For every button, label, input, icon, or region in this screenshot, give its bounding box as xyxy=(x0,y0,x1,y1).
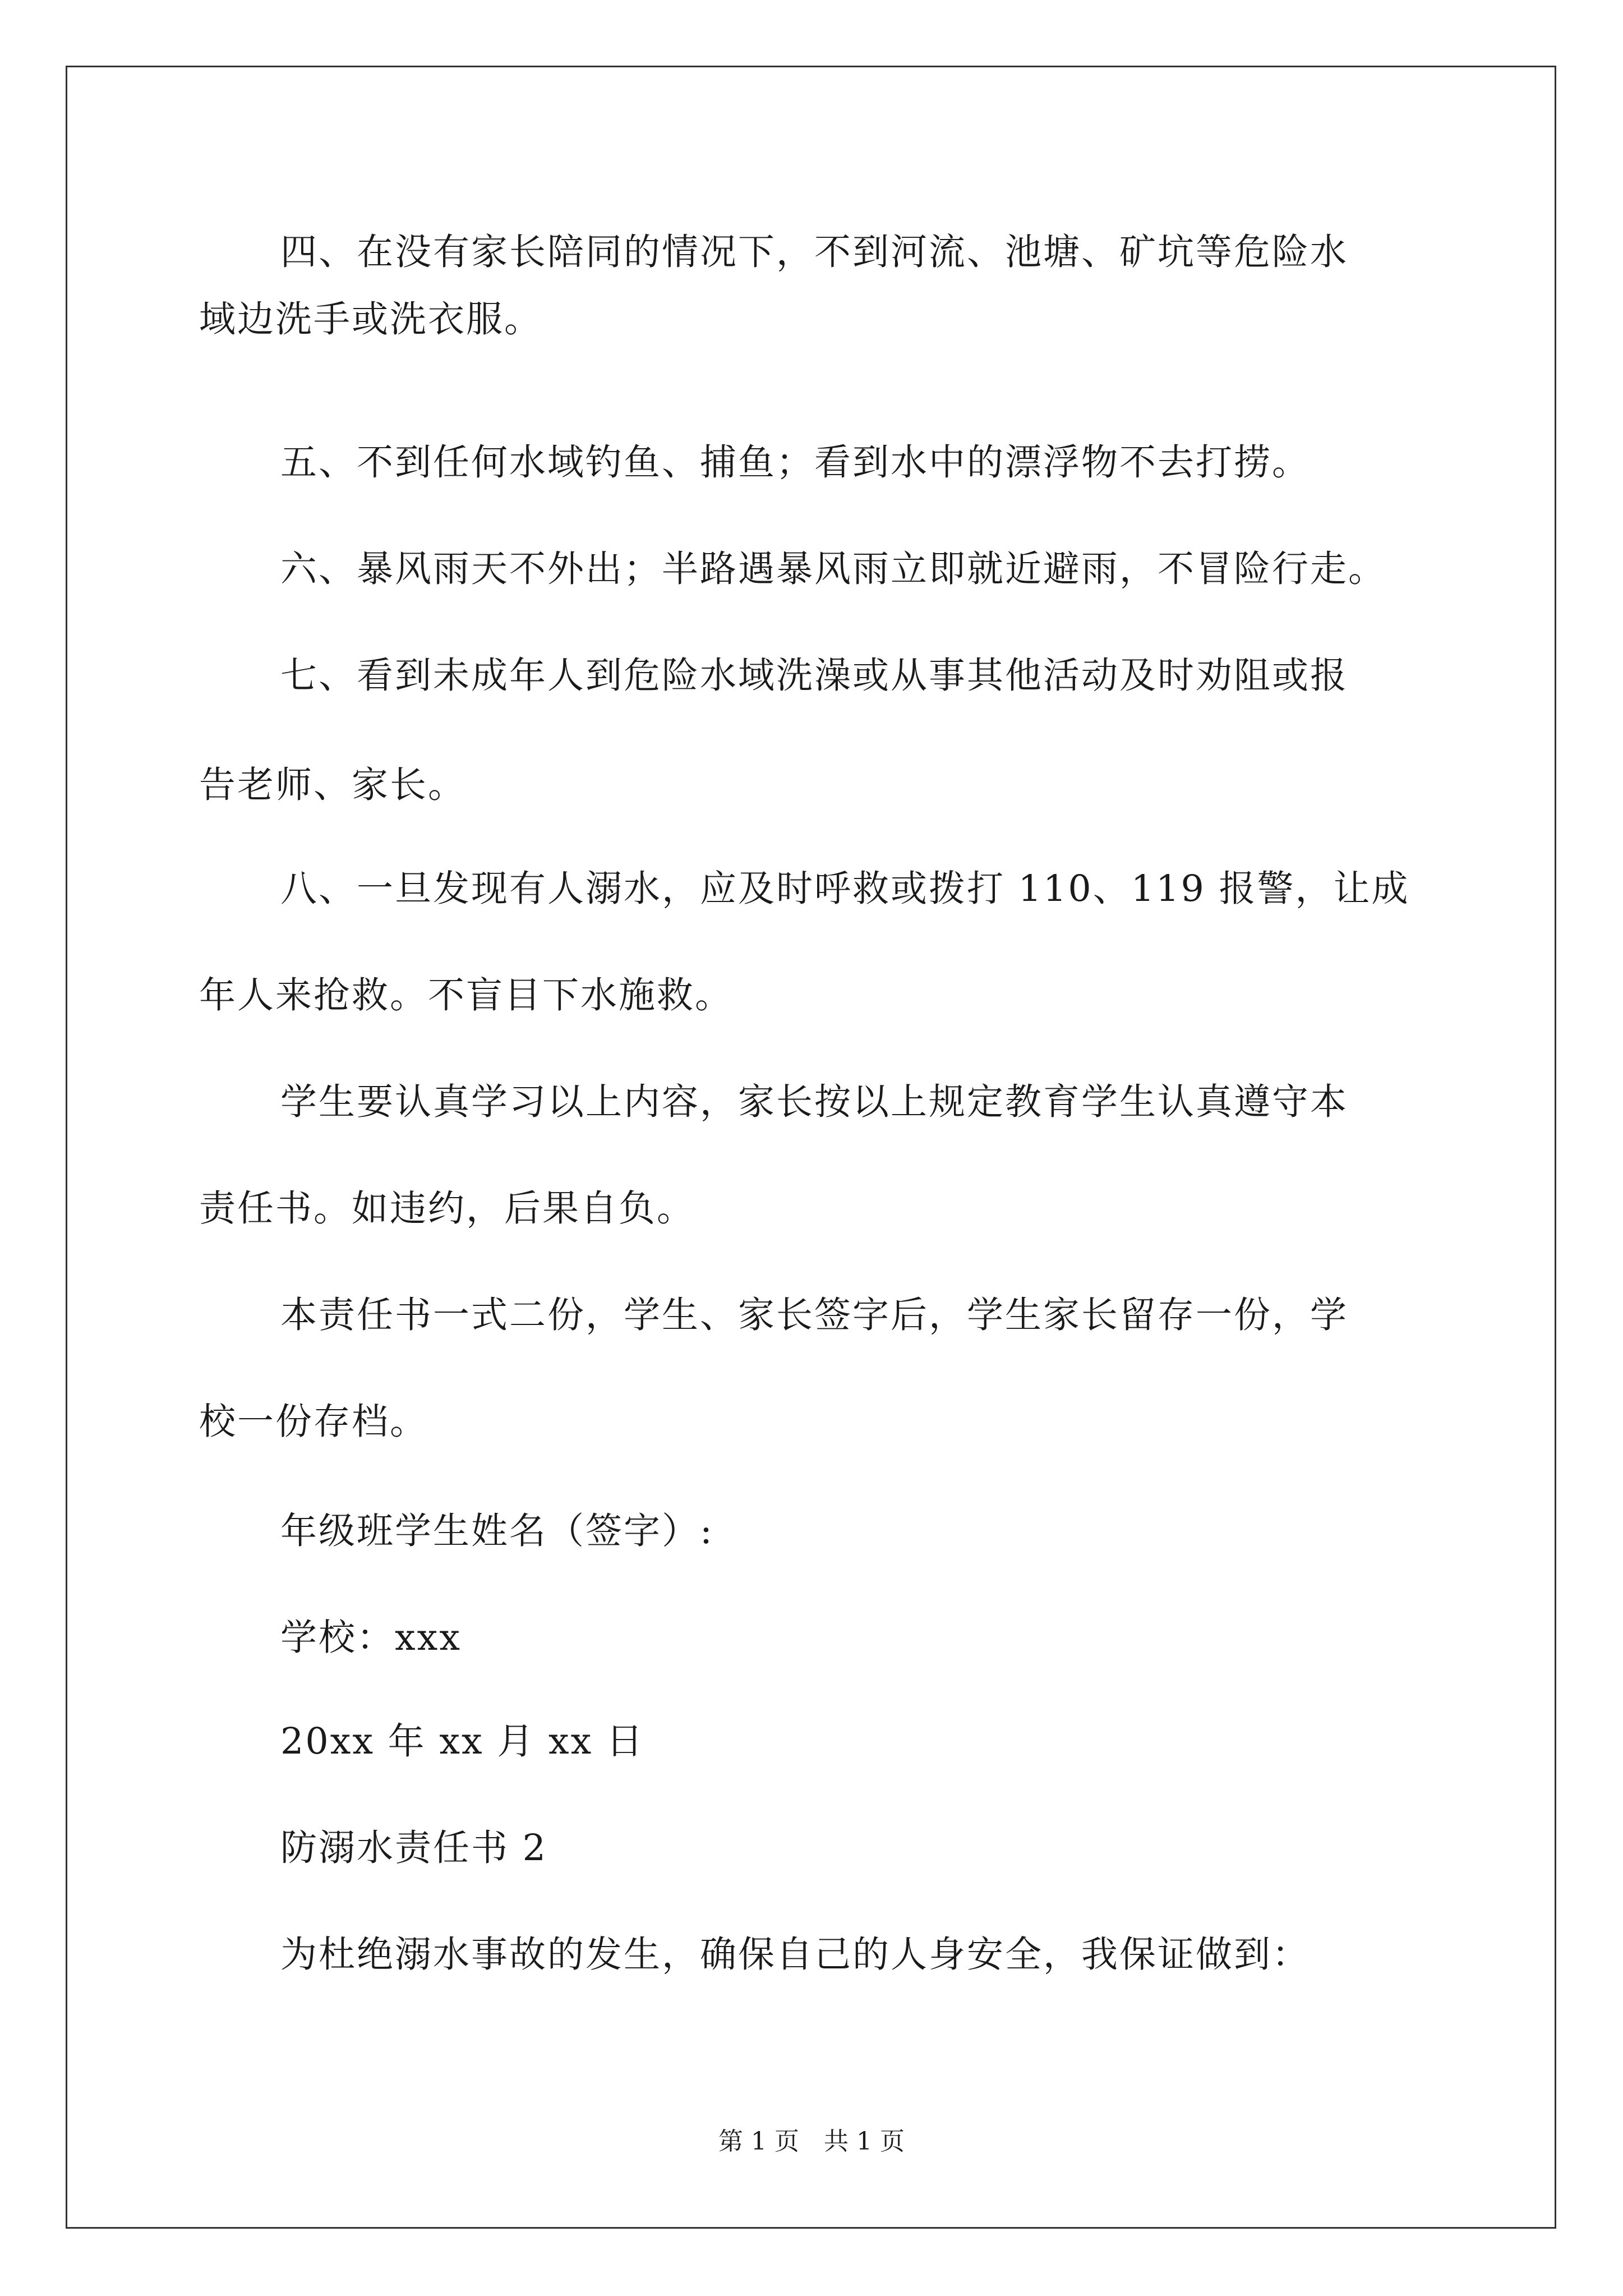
text-line-item-6: 六、暴风雨天不外出；半路遇暴风雨立即就近避雨，不冒险行走。 xyxy=(280,548,1387,590)
signature-field: 年级班学生姓名（签字）: xyxy=(280,1510,714,1552)
text-line-item-7: 七、看到未成年人到危险水域洗澡或从事其他活动及时劝阻或报 xyxy=(280,655,1349,697)
text-line-item-5: 五、不到任何水域钓鱼、捕鱼；看到水中的漂浮物不去打捞。 xyxy=(280,441,1311,484)
section-title: 防溺水责任书 2 xyxy=(280,1827,548,1869)
page-border xyxy=(66,66,1556,2229)
text-line-item-8: 八、一旦发现有人溺水，应及时呼救或拨打 110、119 报警，让成 xyxy=(280,868,1410,910)
text-line-item-4-cont: 域边洗手或洗衣服。 xyxy=(199,298,543,341)
text-line-student-notice-cont: 责任书。如违约，后果自负。 xyxy=(199,1188,695,1230)
date-field: 20xx 年 xx 月 xx 日 xyxy=(280,1720,644,1763)
text-line-item-4: 四、在没有家长陪同的情况下，不到河流、池塘、矿坑等危险水 xyxy=(280,231,1349,273)
text-line-student-notice: 学生要认真学习以上内容，家长按以上规定教育学生认真遵守本 xyxy=(280,1081,1349,1123)
page-footer: 第 1 页 共 1 页 xyxy=(718,2127,905,2156)
text-line-copies-cont: 校一份存档。 xyxy=(199,1401,428,1443)
school-field: 学校：xxx xyxy=(280,1617,462,1659)
text-line-pledge: 为杜绝溺水事故的发生，确保自己的人身安全，我保证做到： xyxy=(280,1934,1311,1976)
text-line-item-7-cont: 告老师、家长。 xyxy=(199,764,467,806)
text-line-item-8-cont: 年人来抢救。不盲目下水施救。 xyxy=(199,974,734,1016)
text-line-copies: 本责任书一式二份，学生、家长签字后，学生家长留存一份，学 xyxy=(280,1294,1349,1336)
